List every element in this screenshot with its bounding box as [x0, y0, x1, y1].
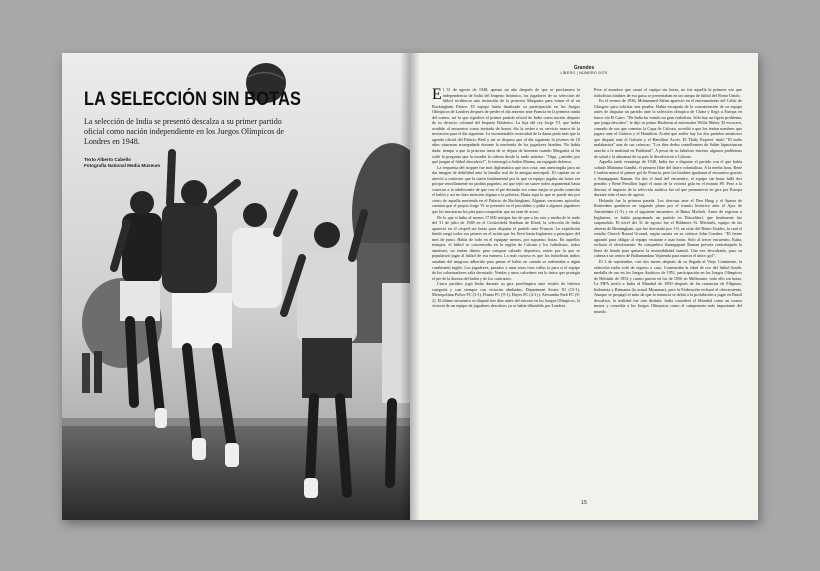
- article-headline: LA SELECCIÓN SIN BOTAS: [84, 89, 302, 110]
- paragraph: La respuesta del stopper fue más diplomática que otra cosa; una anestimplía para no dar imagen de debilidad ante la familia real de la antigua metrópoli. El capitán no se atrevió a contestar que la razón fundamental por la que su equipo jugaba sin botas era porque sencillamente no podían pagarlas, así que tejió un suave rodeo argumental hasta conectar a la adolescente de que con el pie desnudo era como mejor se podía controlar el balón y así no hizo mención alguna a la pobreza. Hasta aquí lo que se puede dar por cierto de aquella merienda en el Palacio de Buckingham. Algunas versiones apócrifas cuentan que el propio Jorge VI se presentó en el piscolabis y pidió a algunos jugadores que les mostraran los pies para comprobar que no eran de acero.: [432, 164, 580, 215]
- title-block: [62, 53, 344, 169]
- paragraph: Pese al asombro que causó el equipo sin botas, no fue aquella la primera vez que futbolistas hindúes de esa guisa se presentaban en un campo de fútbol del Reino Unido.: [594, 87, 742, 98]
- body-columns: [432, 87, 742, 505]
- paragraph: [432, 87, 580, 165]
- magazine-spread: [62, 53, 758, 520]
- paragraph: De lo que sí hubo al menos 17.000 testigos fue de que a las seis y media de la tarde del 31 de julio de 1948 en el Cricketfield Stadium de Ilford, la selección de India apareció en el césped sin botas para disputar el partido ante Francia. La expedición hindú cargó todos sus petates en el avión que les llevó hasta Inglaterra a principios del mes de junio. Había de todo en el equipaje menos, por supuesto, botas. En aquellos tiempos, el fútbol se concentraba en la región de Calcuta y los futbolistas, todos amateurs, no tenían dinero para comprar calzado deportivo, razón por la que se popularizó jugar al fútbol de esa manera. Lo más curioso es que los futbolistas indios sanaban del mugroso adherido para patear el balón en cuando se enfrentaba a algún combinado inglés. Los jugadores, pesados y unas rotas tiras vallas la para si el equipo de los colonizadores salía derrotado. Vendas y unos calcetines era lo único que protegía el pie de la dureza del balón y de los contrarios.: [432, 214, 580, 281]
- paragraph: El 2 de septiembre, casi dos meses después de su llegada al Viejo Continente, la selección india voló de regreso a casa. Comenzaba la edad de oro del fútbol hindú: medalla de oro en los Juegos Asiáticos de 1951, participación en los Juegos Olímpicos de Helsinki de 1952 y cuarto puesto en los de 1956 en Melbourne, todo ello sin botas. La FIFA invitó a India al Mundial de 1950 después de las renuncias de Filipinas, Indonesia y Birmania (la actual Myanmar), pero la Federación rechazó el ofrecimiento. Aunque se propagó el mito de que la renuncia se debió a la prohibición a jugar en Brasil descalzos, la realidad fue otra distinta: India consideró el Mundial como un torneo menor y concedía a los Juegos Olímpicos como el campeonato más importante del mundo.: [594, 258, 742, 314]
- drop-cap: E: [432, 87, 442, 103]
- photo-credit: Fotografía National Media Museum: [84, 163, 161, 168]
- text-column-2: [594, 87, 742, 505]
- article-deck: La selección de India se presentó descalza a su primer partido oficial como nación independiente en los Juegos Olímpicos de Londres en 1948.: [84, 117, 284, 146]
- paragraph: Cinco partidos jugó India durante su gira preolímpica ante rivales de inferior categoría y casi siempre con victorias abultadas: Department Stores XI (15-1), Metropolitan Police FC (3-1), Pinner FC (9-1), Hayes FC (4-1) y Alexandra Park FC (8-2). El último encuentro se disputó tres días antes del estreno en los Juegos Olímpicos, la victoria de un equipo de jugadores descalzos ya se había difundido por Londres.: [432, 281, 580, 309]
- running-head: [410, 65, 758, 75]
- paragraph: Aquella tarde veraniega de 1948, India fue a disputar el partido con el que había soñado Mahatma Gandhi, el primero libre del lastre colonialista. A la media hora, René Courbin marcó el primer gol de Francia, pero los hindúes igualaron el encuentro gracias a Sarangapani Raman. En dos el final del encuentro, el equipo sin botas falló dos penaltis y René Persillon logró el tanto de la victoria gala en el minuto 89. Pese a la derrota, el impacto de la selección asiática fue tal que permaneció en gira por Europa durante todo el mes de agosto.: [594, 159, 742, 198]
- section-name: Grandes: [573, 65, 595, 71]
- page-number: 15: [580, 500, 588, 506]
- left-page: [62, 53, 410, 520]
- issue-label: LÍBERO | NÚMERO 0079: [560, 71, 608, 75]
- right-page: [410, 53, 758, 520]
- paragraph: Holanda fue la primera parada. Los derrotas ante el Den Haag y el Sparta de Rotterdam quedaron en segundo plano por el triunfo histórico ante el Ajax de Amsterdam (1-5) y en el siguiente encuentro, el Rinus Michels. Antes de regresar a Inglaterra, se había programado un partido en Düsseldorf, que finalmente fue suspendido. El nivel del 31 de agosto fue el Bildmore St. Michaels, equipo de las afueras de Birmingham, que fue derrotado por 1-0, un visto del Reino Unidos, la cual el estadio Church Round Ground, según cuenta en su crónica John Cumbes: "El frente aguantó para obligar al equipo visitante a usar botas. Solo al tercer encuentro, Kaha, rechazó el ofrecimiento. Su compañero Sarangapani Raman preveía contrabajarlo la línea de banda para quitarse la insensibilidad mental. Una vez descalzado, paso su cabeza a un centro de Balbanandara Vajirenda para marcar el único gol".: [594, 197, 742, 259]
- author-credit: Texto Alberto Cabello: [84, 157, 131, 162]
- paragraph-text: l 31 de agosto de 1948, apenas un año después de que se proclamara la independencia de India del Imperio británico, los jugadores de su selección de fútbol recibieron una invitación de la princesa Margarita para tomar el té en Buckingham Palace. El equipo había finalizado su participación en los Juegos Olímpicos de Londres después de perder el día anterior ante Francia en la primera ronda del torneo, así lo que significó el primer partido oficial de India como nación después de su divorcio colonial del Imperio Británico. La hija del rey Jorge VI, que había acudido al encuentro como invitada de honor, dio la orden a su servicio nunca de la invitación para el día siguiente. La incontestable curiosidad de la dama pudo más que la agenda oficial del Palacio Real y así se dispuso que al día siguiente la jóvenes de 18 años saturaran acompañada durante la merienda de los jugadores hindúes. No había duda: tiempo a que la princesa tuera de se dejara de hormear cuando Margarita al fin soltó la pregunta que la mordía la cabeza desde la tarde anterior: "Oiga, ¿ustedes por qué juegan al fútbol descalzos?", le interrogó a Sailen Manna, un espigado defensa.: [432, 87, 580, 165]
- paragraph: En el verano de 1936, Mohammed Salim apareció en el entrenamiento del Celtic de Glasgow para solicitar una prueba. Había escapado de la concentración de su equipo antes de disputar un partido ante la selección olímpica de China y llegó a Europa en barco vía El Cairo. "De India ha venido un gran futbolista. Sólo hay un ligero problema, que juega descalzo", le dijo su primo Hasheem al entrenador Willie Maley. El escocero, cansado de sus que cometas la Copa de Calcuta, accedió a que los tenían nombres que jugara ante el Galston y el Hamilton. Acabó que arribe hay los dos partidos amistosos que disputó ante el Galston y el Hamilton Acces. El 'Daily Express' tituló "El indio malabarista" una de sus crónicas. "Los diez dedos centelleantes de Salim hipnotizaron anoche a la multitud en Parkhead". A pesar de su fabuloso estreno, algunos problemas de salud y la añoranza de su país le devolvieron a Calcuta.: [594, 98, 742, 159]
- text-column-1: [432, 87, 580, 505]
